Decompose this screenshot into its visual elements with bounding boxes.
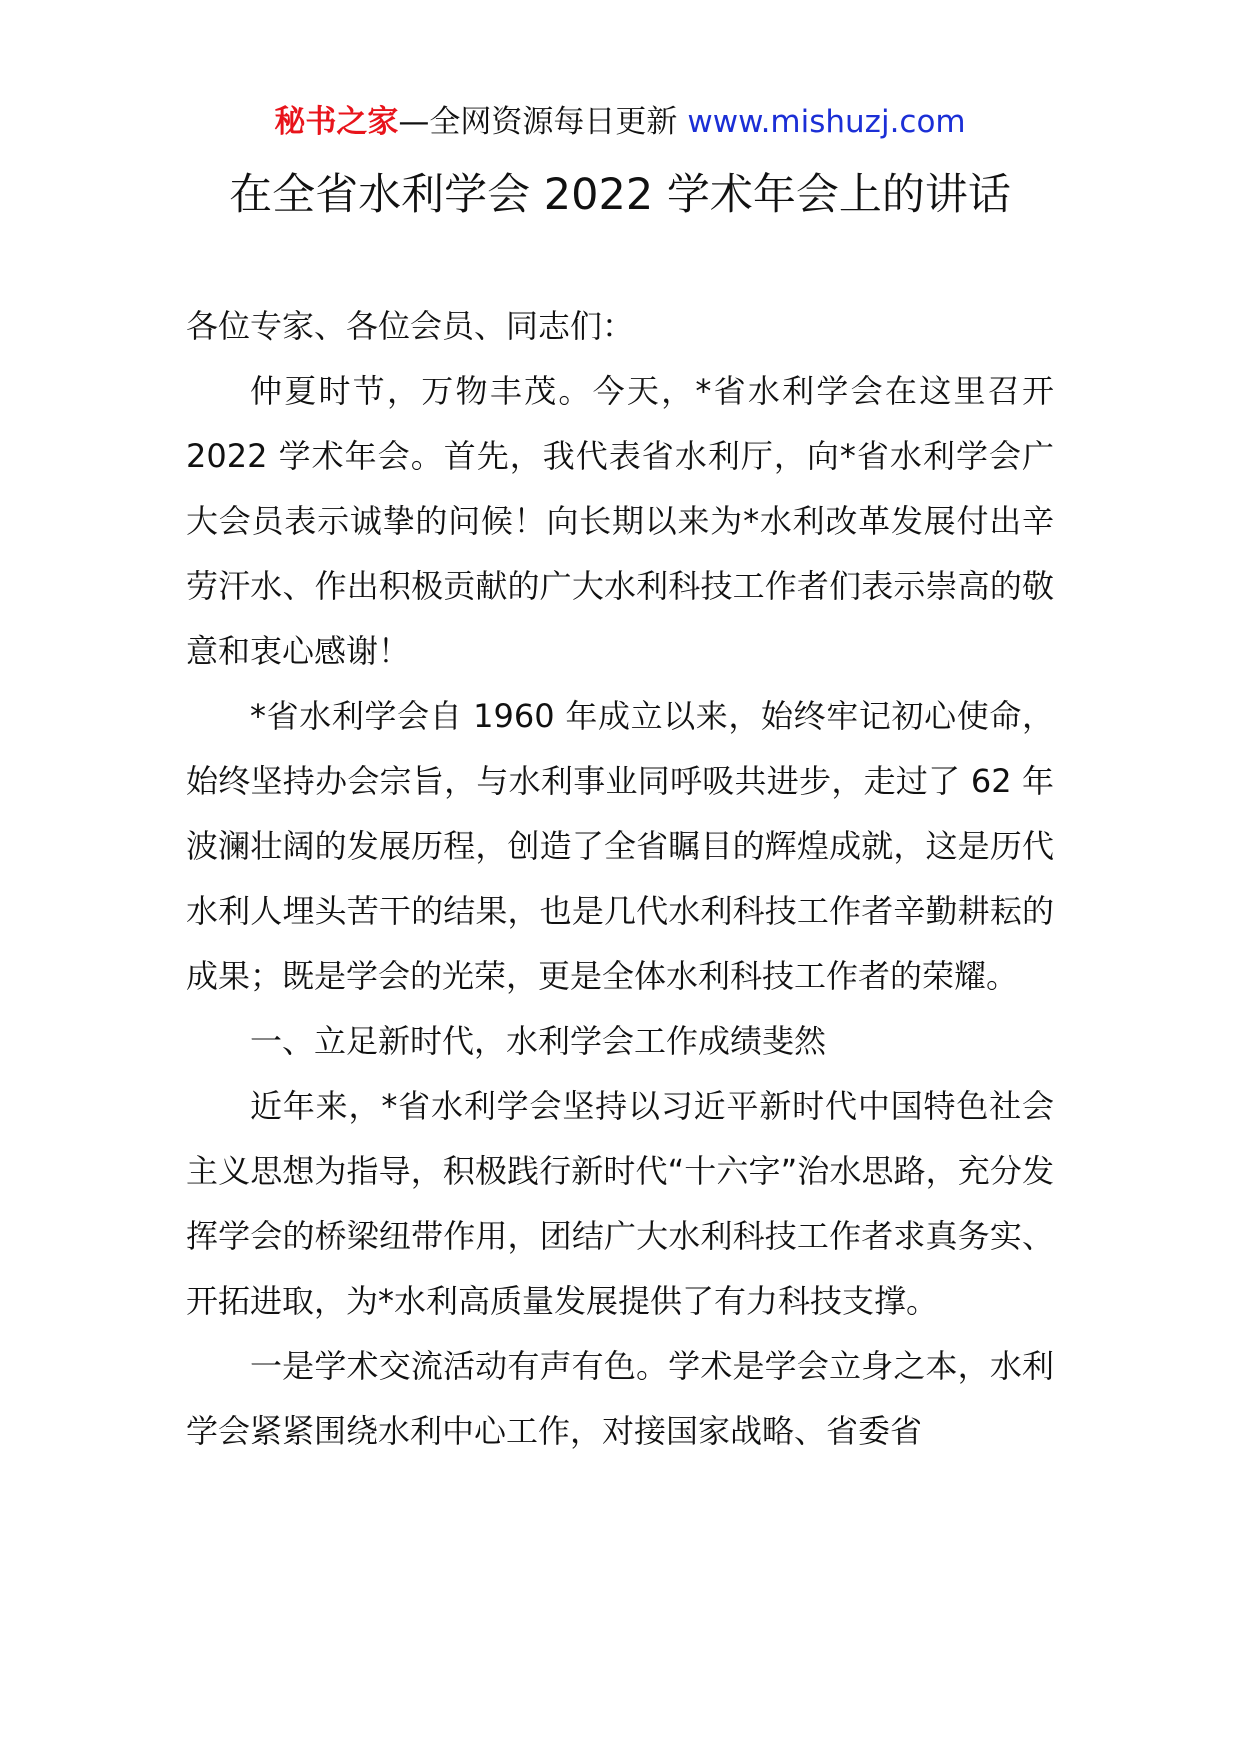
site-banner [0,100,1240,144]
body-paragraph: *省水利学会自 1960 年成立以来，始终牢记初心使命，始终坚持办会宗旨，与水利事业同呼吸共进步，走过了 62 年波澜壮阔的发展历程，创造了全省瞩目的辉煌成就，这是历代水利人埋头苦干的结果，也是几代水利科技工作者辛勤耕耘的成果；既是学会的光荣，更是全体水利科技工作者的荣耀。 [186,697,1054,995]
site-url-link[interactable]: www.mishuzj.com [687,104,966,140]
section-heading: 一、立足新时代，水利学会工作成绩斐然 [250,1022,827,1060]
salutation: 各位专家、各位会员、同志们： [186,307,635,345]
body-paragraph: 近年来，*省水利学会坚持以习近平新时代中国特色社会主义思想为指导，积极践行新时代“十六字”治水思路，充分发挥学会的桥梁纽带作用，团结广大水利科技工作者求真务实、开拓进取，为*水利高质量发展提供了有力科技支撑。 [186,1087,1054,1320]
body-paragraph: 仲夏时节，万物丰茂。今天，*省水利学会在这里召开 2022 学术年会。首先，我代表省水利厅，向*省水利学会广大会员表示诚挚的问候！向长期以来为*水利改革发展付出辛劳汗水、作出积极贡献的广大水利科技工作者们表示崇高的敬意和衷心感谢！ [186,372,1054,670]
brand-name: 秘书之家 [274,104,399,140]
banner-tagline: —全网资源每日更新 [398,104,678,140]
document-title: 在全省水利学会 2022 学术年会上的讲话 [229,170,1011,220]
document-body [186,294,1054,1464]
body-paragraph: 一是学术交流活动有声有色。学术是学会立身之本，水利学会紧紧围绕水利中心工作，对接国家战略、省委省 [186,1347,1054,1450]
